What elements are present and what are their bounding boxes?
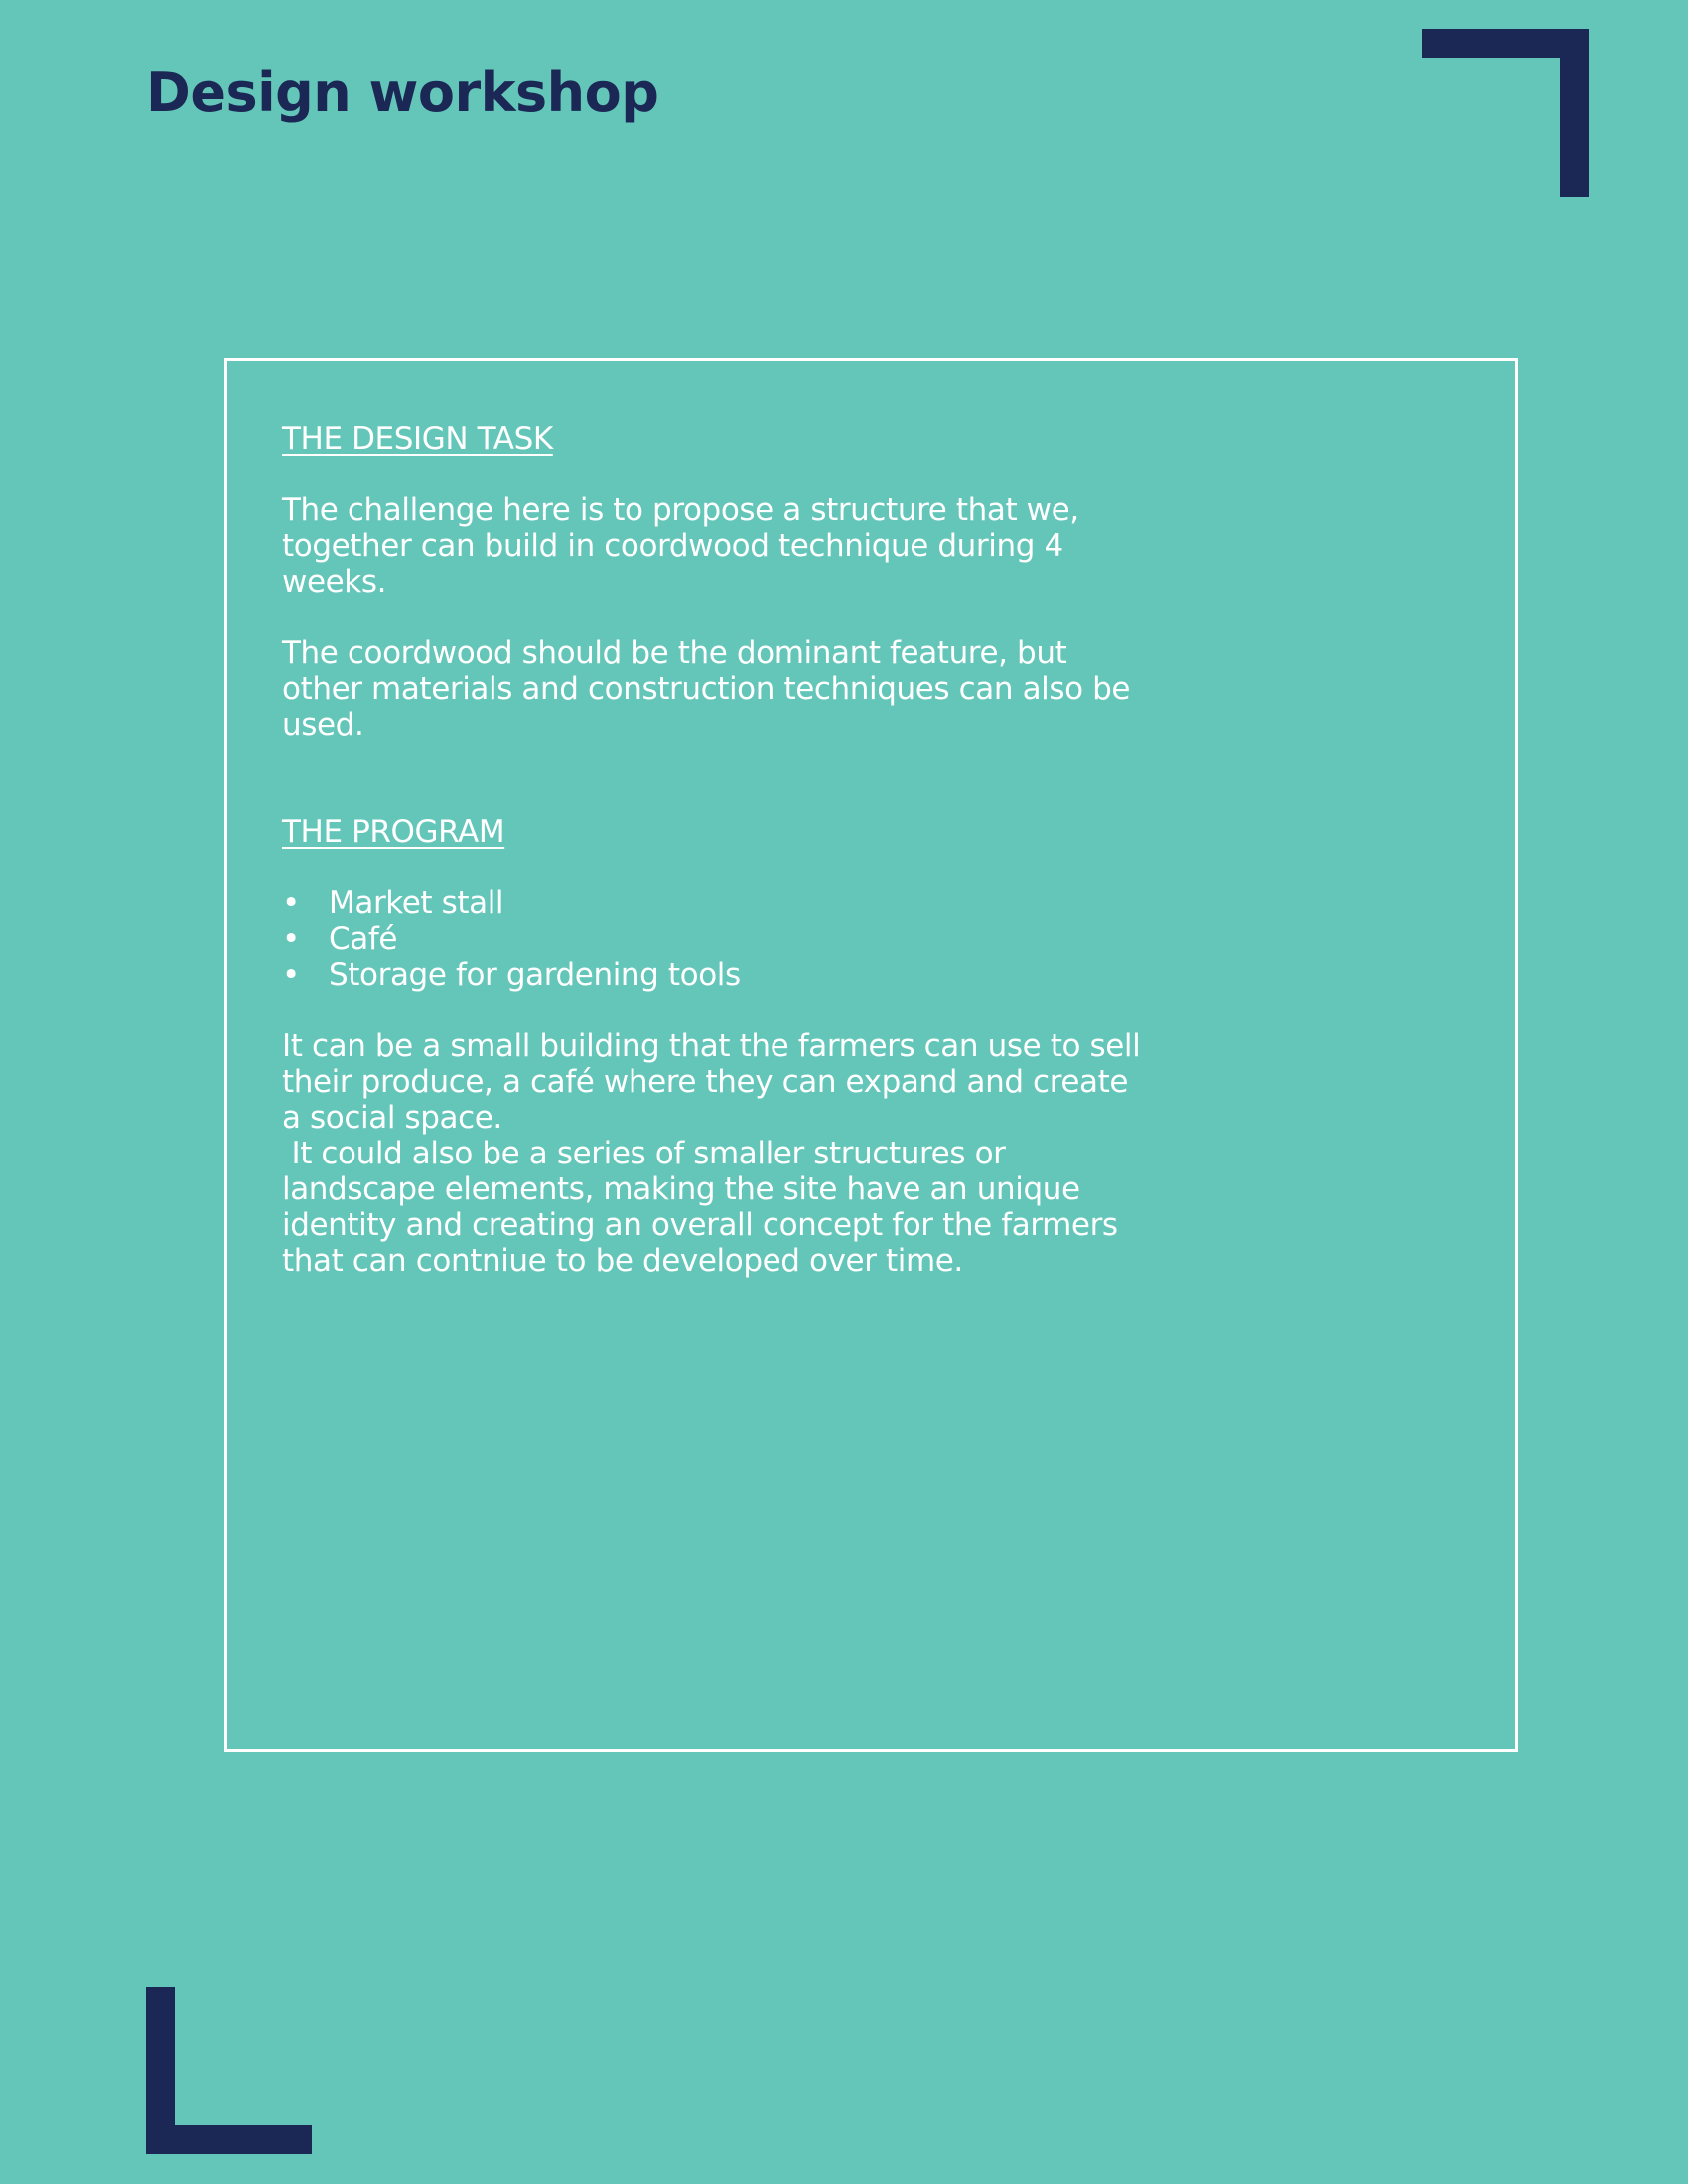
corner-bracket-bottom-left-horizontal bbox=[146, 2125, 312, 2154]
spacer bbox=[282, 457, 1176, 492]
program-description-line: a social space. bbox=[282, 1100, 502, 1136]
design-task-heading: THE DESIGN TASK bbox=[282, 421, 553, 457]
program-description-line: their produce, a café where they can expand and create bbox=[282, 1064, 1129, 1100]
program-item-label: Café bbox=[329, 921, 398, 957]
program-list bbox=[282, 886, 1176, 993]
bullet-icon: • bbox=[282, 886, 300, 921]
program-list-item bbox=[282, 921, 1176, 957]
page-title: Design workshop bbox=[146, 62, 659, 124]
bullet-icon: • bbox=[282, 957, 300, 993]
spacer bbox=[282, 600, 1176, 635]
design-task-line: used. bbox=[282, 707, 364, 743]
program-description-line: landscape elements, making the site have an unique bbox=[282, 1171, 1080, 1207]
design-task-line: The challenge here is to propose a structure that we, bbox=[282, 492, 1079, 528]
program-list-item bbox=[282, 957, 1176, 993]
program-description-line: identity and creating an overall concept for the farmers bbox=[282, 1207, 1118, 1243]
program-list-item bbox=[282, 886, 1176, 921]
program-description-line: that can contniue to be developed over time. bbox=[282, 1243, 963, 1279]
design-task-line: The coordwood should be the dominant feature, but bbox=[282, 635, 1067, 671]
corner-bracket-top-right-vertical bbox=[1560, 29, 1589, 197]
design-task-line: weeks. bbox=[282, 564, 387, 600]
spacer bbox=[282, 850, 1176, 886]
spacer bbox=[282, 993, 1176, 1028]
program-item-label: Storage for gardening tools bbox=[329, 957, 741, 993]
content-body bbox=[282, 421, 1176, 1279]
program-item-label: Market stall bbox=[329, 886, 504, 921]
design-task-line: other materials and construction techniques can also be bbox=[282, 671, 1131, 707]
design-task-line: together can build in coordwood technique during 4 bbox=[282, 528, 1063, 564]
spacer bbox=[282, 743, 1176, 814]
program-description-line: It could also be a series of smaller structures or bbox=[282, 1136, 1006, 1171]
program-description-line: It can be a small building that the farmers can use to sell bbox=[282, 1028, 1141, 1064]
bullet-icon: • bbox=[282, 921, 300, 957]
program-heading: THE PROGRAM bbox=[282, 814, 505, 850]
